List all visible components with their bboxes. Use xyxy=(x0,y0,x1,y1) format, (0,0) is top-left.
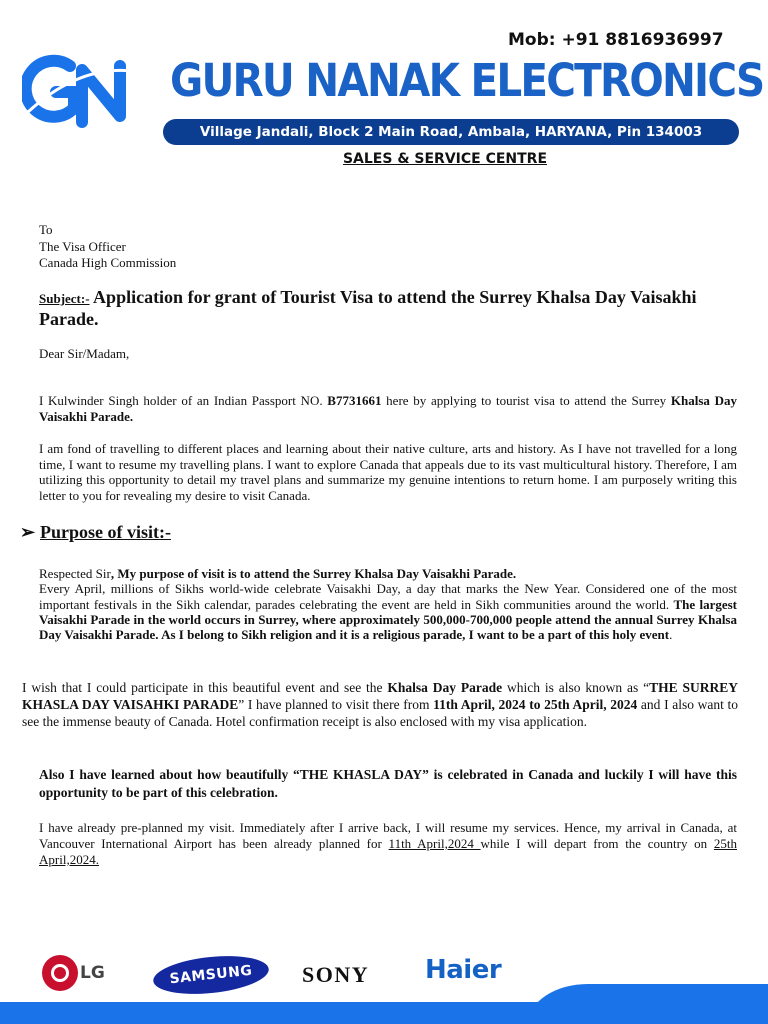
samsung-logo: SAMSUNG xyxy=(151,951,270,999)
gn-logo-icon xyxy=(22,52,142,134)
addressee-line: To xyxy=(39,222,53,237)
subject-label: Subject:- xyxy=(39,291,90,306)
subject-text: Application for grant of Tourist Visa to attend the Surrey Khalsa Day Vaisakhi Parade. xyxy=(39,287,697,329)
greeting: Dear Sir/Madam, xyxy=(39,346,130,361)
paragraph-passport: I Kulwinder Singh holder of an Indian Passport NO. B7731661 here by applying to tourist visa to attend the Surrey Khalsa Day Vaisakhi Parade. xyxy=(39,393,737,424)
arrow-bullet-icon: ➢ xyxy=(20,522,36,542)
paragraph-event: I wish that I could participate in this beautiful event and see the Khalsa Day Parade which is also known as “THE SURREY KHASLA DAY VAISAHKI PARADE” I have planned to visit there from 11th April, 2024 to 25th April, 2024 and I also want to see the immense beauty of Canada. Hotel confirmation receipt is also enclosed with my visa application. xyxy=(22,680,738,729)
purpose-heading: ➢ Purpose of visit:- xyxy=(20,522,171,542)
lg-logo: LG xyxy=(42,955,105,991)
haier-logo: Haier xyxy=(425,955,502,985)
address-banner: Village Jandali, Block 2 Main Road, Ambala, HARYANA, Pin 134003 xyxy=(163,119,739,145)
brand-name: GURU NANAK ELECTRONICS xyxy=(170,54,764,107)
mobile-number: Mob: +91 8816936997 xyxy=(508,30,724,50)
paragraph-purpose: Respected Sir, My purpose of visit is to attend the Surrey Khalsa Day Vaisakhi Parade. Every April, millions of Sikhs world-wide celebrate Vaisakhi Day, a day that marks the New Year. Considered one of the most important festivals in the Sikh calendar, parades celebrating the event are held in Sikh communities around the world. The largest Vaisakhi Parade in the world occurs in Surrey, where approximately 500,000-700,000 people attend the annual Surrey Khalsa Day Vaisakhi Parade. As I belong to Sikh religion and it is a religious parade, I want to be a part of this holy event. xyxy=(39,566,737,643)
lg-circle-icon xyxy=(42,955,78,991)
sales-service-tagline: SALES & SERVICE CENTRE xyxy=(342,151,548,167)
sony-logo: SONY xyxy=(302,962,370,987)
addressee-line: The Visa Officer xyxy=(39,238,126,254)
paragraph-celebration: Also I have learned about how beautifully “THE KHASLA DAY” is celebrated in Canada and luckily I will have this opportunity to be part of this celebration. xyxy=(39,767,737,800)
footer-bar xyxy=(0,1002,768,1024)
subject-line xyxy=(39,287,749,330)
addressee-block xyxy=(39,222,176,272)
paragraph-travel-dates: I have already pre-planned my visit. Immediately after I arrive back, I will resume my services. Hence, my arrival in Canada, at Vancouver International Airport has been already planned for 11th April,2024 while I will depart from the country on 25th April,2024. xyxy=(39,820,737,867)
addressee-line: Canada High Commission xyxy=(39,255,177,270)
paragraph-intro: I am fond of travelling to different places and learning about their native culture, arts and history. As I have not travelled for a long time, I want to resume my travelling plans. I want to explore Canada that appeals due to its vast multicultural history. Therefore, I am utilizing this opportunity to detail my travel plans and summarize my genuine intentions to return home. I am purposely writing this letter to you for revealing my desire to visit Canada. xyxy=(39,441,737,503)
